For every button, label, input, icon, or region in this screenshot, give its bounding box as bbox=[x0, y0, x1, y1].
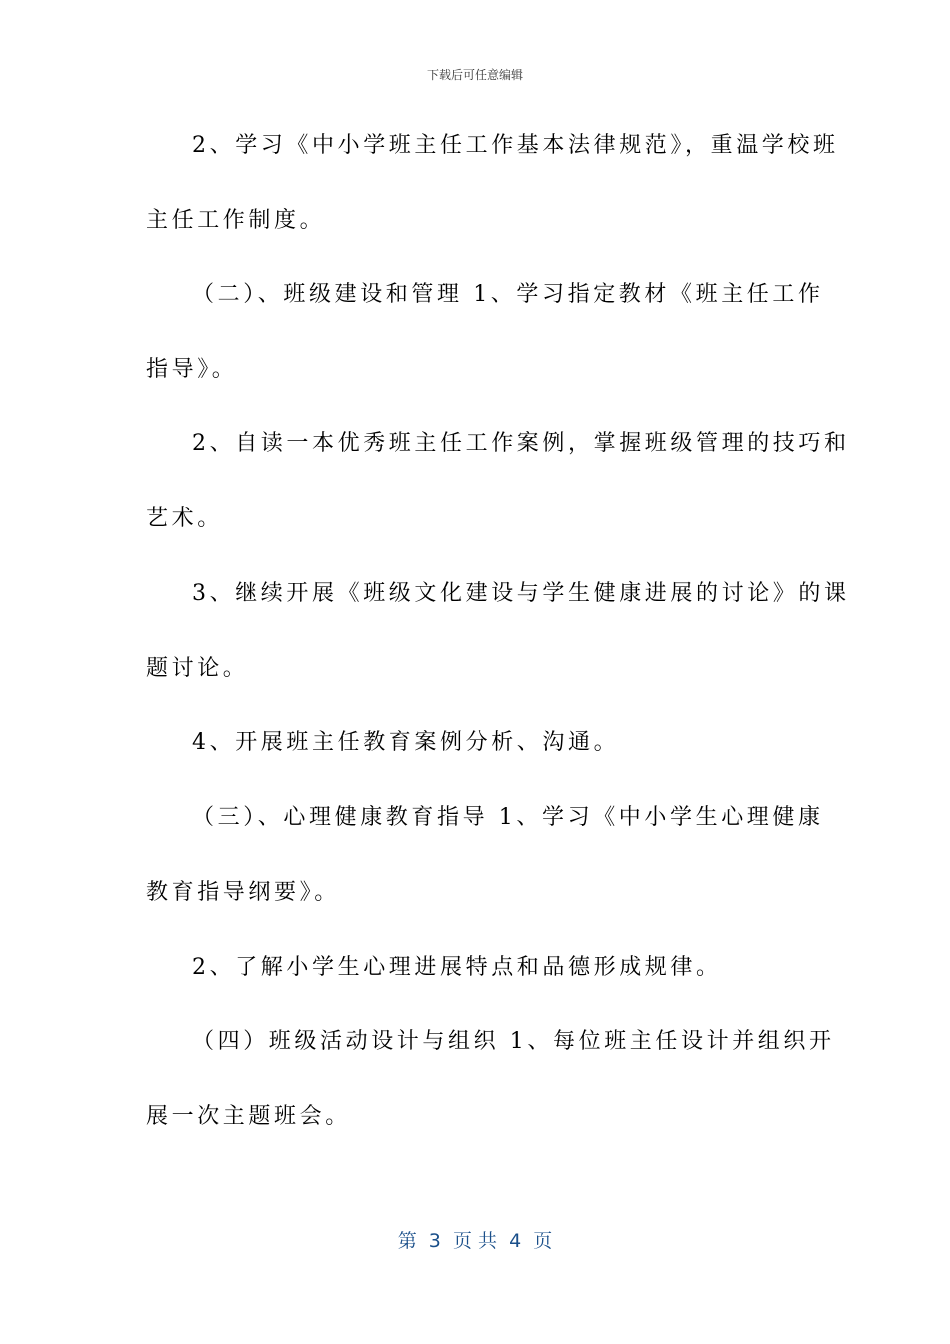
paragraph-line: （三）、心理健康教育指导 1、学习《中小学生心理健康 bbox=[192, 805, 824, 830]
paragraph-line: 2、学习《中小学班主任工作基本法律规范》，重温学校班 bbox=[192, 133, 839, 158]
paragraph-line: 指导》。 bbox=[146, 357, 238, 382]
paragraph-line: 3、继续开展《班级文化建设与学生健康进展的讨论》的课 bbox=[192, 581, 850, 606]
page-header: 下载后可任意编辑 bbox=[426, 68, 523, 82]
page-footer: 第 3 页 共 4 页 bbox=[397, 1230, 553, 1252]
paragraph-line: 主任工作制度。 bbox=[146, 208, 326, 233]
paragraph-line: 艺术。 bbox=[146, 506, 223, 531]
paragraph-line: （四）班级活动设计与组织 1、每位班主任设计并组织开 bbox=[192, 1029, 835, 1054]
paragraph-line: （二）、班级建设和管理 1、学习指定教材《班主任工作 bbox=[192, 282, 824, 307]
paragraph-line: 展一次主题班会。 bbox=[146, 1104, 351, 1129]
paragraph-line: 4、开展班主任教育案例分析、沟通。 bbox=[192, 730, 620, 755]
paragraph-line: 2、了解小学生心理进展特点和品德形成规律。 bbox=[192, 955, 722, 980]
paragraph-line: 2、自读一本优秀班主任工作案例，掌握班级管理的技巧和 bbox=[192, 431, 850, 456]
paragraph-line: 教育指导纲要》。 bbox=[146, 880, 340, 905]
paragraph-line: 题讨论。 bbox=[146, 656, 249, 681]
